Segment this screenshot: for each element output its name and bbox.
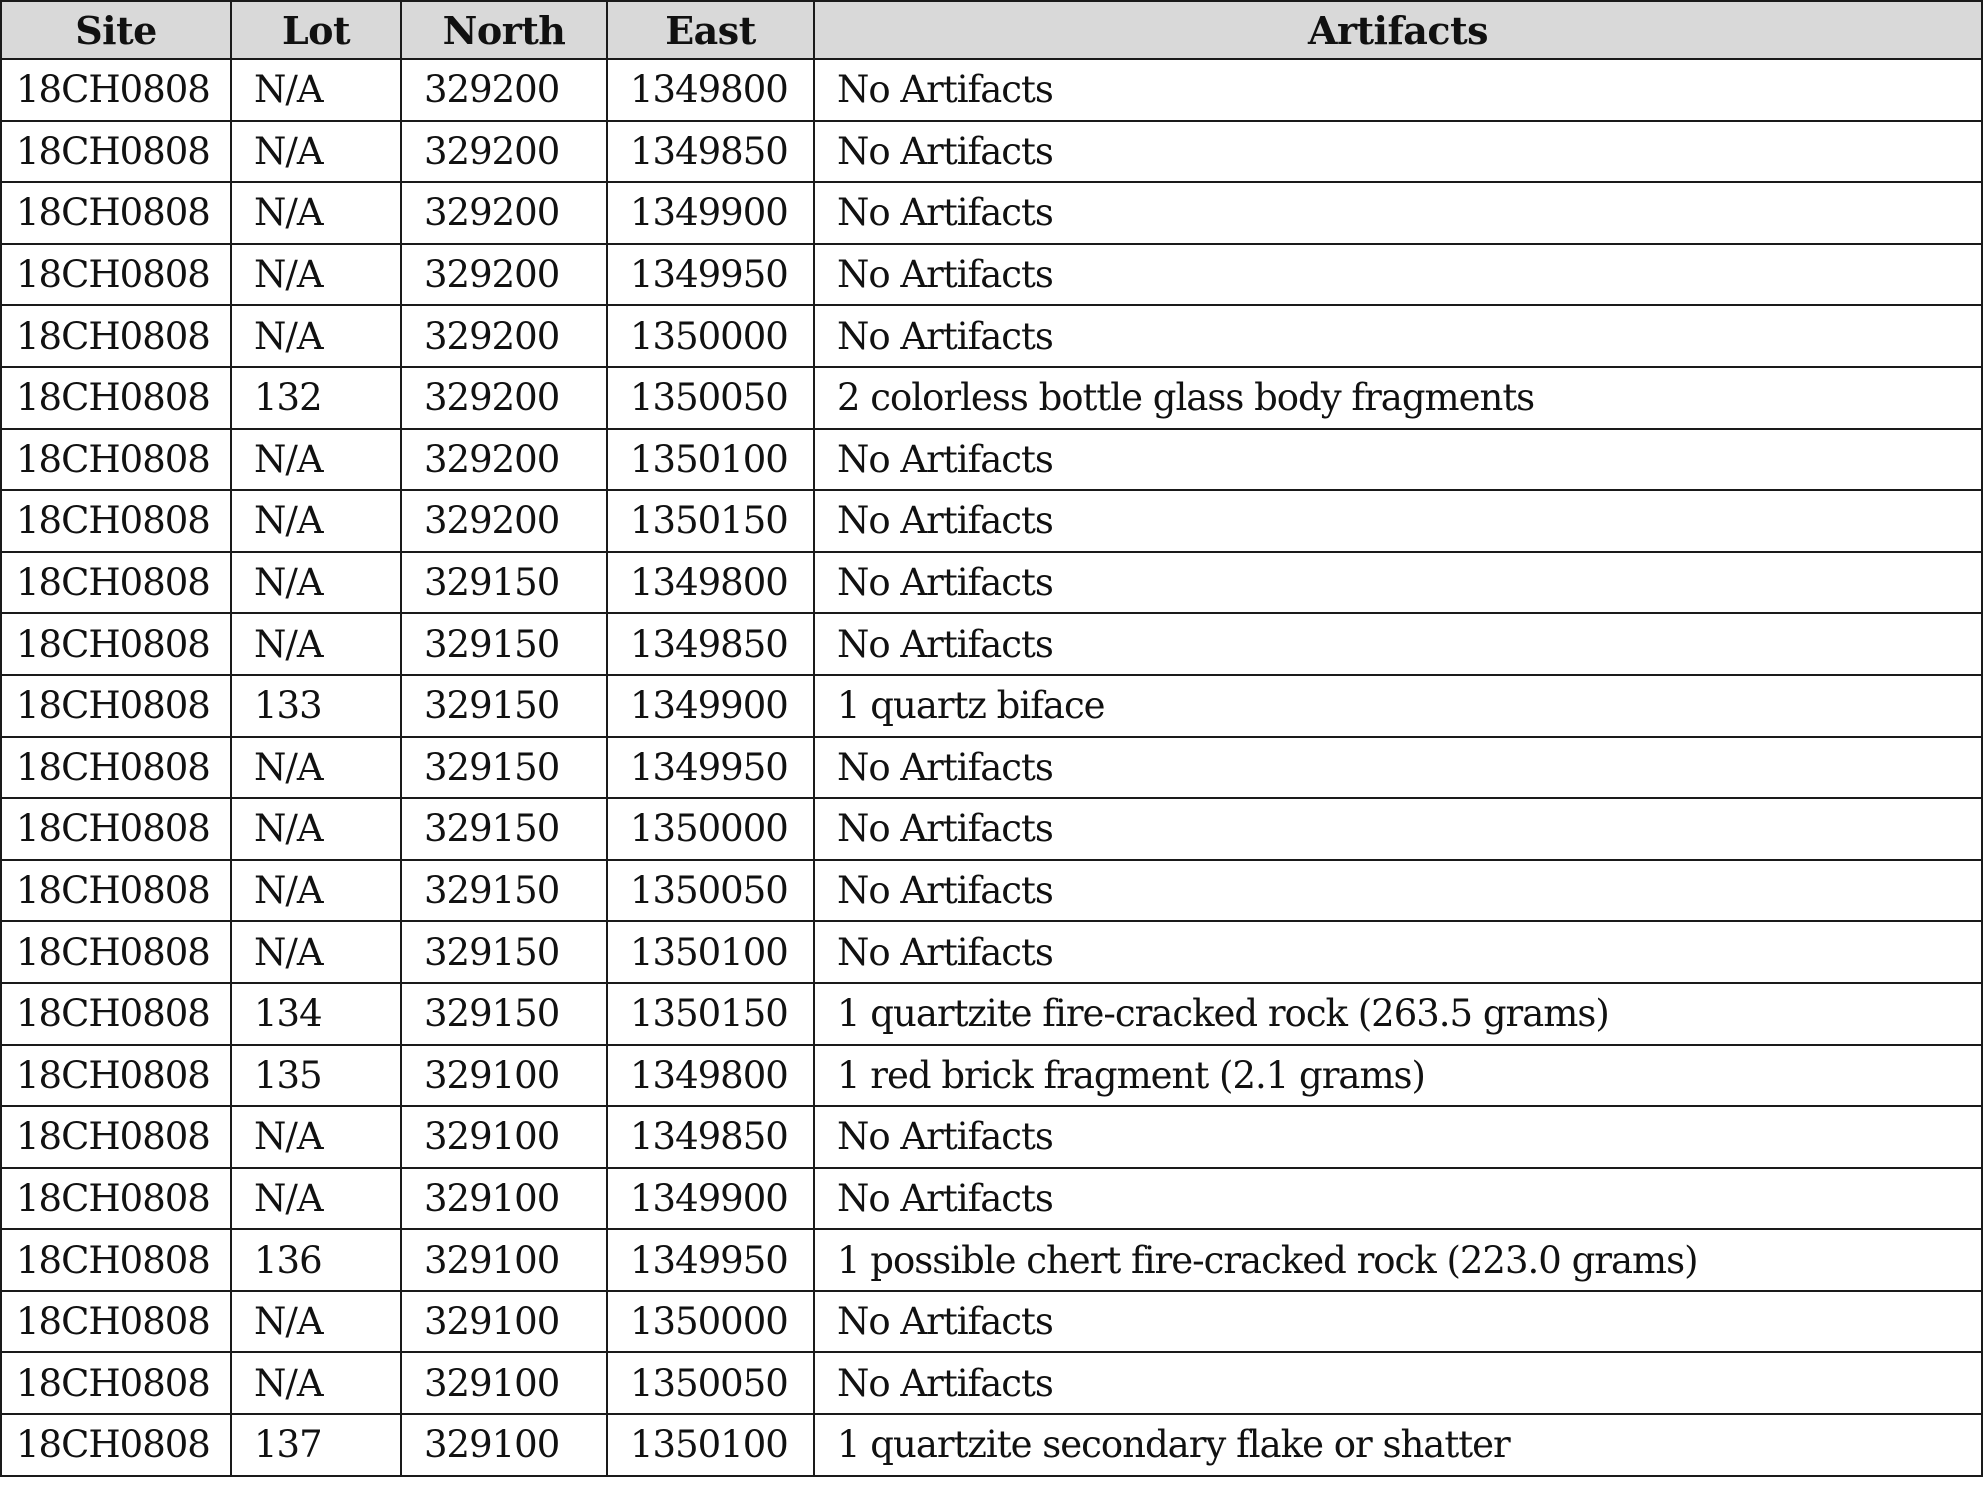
header-artifacts: Artifacts <box>814 1 1982 59</box>
cell-east: 1349800 <box>607 552 814 614</box>
table-row <box>1 1414 1982 1476</box>
cell-east: 1349900 <box>607 1168 814 1230</box>
table-row <box>1 1168 1982 1230</box>
cell-north: 329150 <box>401 860 607 922</box>
cell-site: 18CH0808 <box>1 675 231 737</box>
cell-site: 18CH0808 <box>1 1168 231 1230</box>
cell-east: 1350050 <box>607 1352 814 1414</box>
cell-lot: 134 <box>231 983 401 1045</box>
table-row <box>1 59 1982 121</box>
cell-east: 1350050 <box>607 860 814 922</box>
cell-lot: N/A <box>231 1291 401 1353</box>
cell-east: 1349950 <box>607 737 814 799</box>
cell-north: 329200 <box>401 367 607 429</box>
cell-artifacts: 2 colorless bottle glass body fragments <box>814 367 1982 429</box>
cell-east: 1350100 <box>607 429 814 491</box>
cell-east: 1349850 <box>607 121 814 183</box>
cell-lot: N/A <box>231 860 401 922</box>
cell-site: 18CH0808 <box>1 1045 231 1107</box>
cell-lot: 132 <box>231 367 401 429</box>
cell-north: 329100 <box>401 1168 607 1230</box>
table-row <box>1 490 1982 552</box>
cell-artifacts: No Artifacts <box>814 59 1982 121</box>
cell-site: 18CH0808 <box>1 490 231 552</box>
cell-lot: N/A <box>231 59 401 121</box>
cell-artifacts: No Artifacts <box>814 921 1982 983</box>
table-row <box>1 860 1982 922</box>
header-north: North <box>401 1 607 59</box>
table-row <box>1 552 1982 614</box>
table-row <box>1 1106 1982 1168</box>
header-lot: Lot <box>231 1 401 59</box>
header-row <box>1 1 1982 59</box>
cell-site: 18CH0808 <box>1 552 231 614</box>
cell-north: 329100 <box>401 1106 607 1168</box>
cell-north: 329200 <box>401 244 607 306</box>
cell-site: 18CH0808 <box>1 1229 231 1291</box>
cell-lot: N/A <box>231 490 401 552</box>
cell-artifacts: No Artifacts <box>814 490 1982 552</box>
cell-north: 329100 <box>401 1414 607 1476</box>
cell-north: 329200 <box>401 429 607 491</box>
cell-artifacts: No Artifacts <box>814 552 1982 614</box>
table-row <box>1 182 1982 244</box>
cell-site: 18CH0808 <box>1 798 231 860</box>
cell-lot: N/A <box>231 244 401 306</box>
cell-east: 1349800 <box>607 59 814 121</box>
table-row <box>1 798 1982 860</box>
cell-site: 18CH0808 <box>1 59 231 121</box>
cell-site: 18CH0808 <box>1 367 231 429</box>
cell-artifacts: 1 quartz biface <box>814 675 1982 737</box>
cell-north: 329200 <box>401 182 607 244</box>
cell-north: 329200 <box>401 305 607 367</box>
cell-artifacts: 1 possible chert fire-cracked rock (223.0 grams) <box>814 1229 1982 1291</box>
table-row <box>1 1352 1982 1414</box>
cell-lot: N/A <box>231 1352 401 1414</box>
table-row <box>1 1229 1982 1291</box>
cell-north: 329150 <box>401 921 607 983</box>
cell-artifacts: No Artifacts <box>814 613 1982 675</box>
table-row <box>1 305 1982 367</box>
cell-north: 329150 <box>401 737 607 799</box>
cell-site: 18CH0808 <box>1 121 231 183</box>
cell-lot: 136 <box>231 1229 401 1291</box>
cell-east: 1349800 <box>607 1045 814 1107</box>
table-row <box>1 367 1982 429</box>
cell-lot: N/A <box>231 121 401 183</box>
cell-artifacts: No Artifacts <box>814 121 1982 183</box>
table-row <box>1 244 1982 306</box>
table-row <box>1 613 1982 675</box>
table-row <box>1 983 1982 1045</box>
cell-north: 329150 <box>401 798 607 860</box>
cell-east: 1350100 <box>607 1414 814 1476</box>
cell-north: 329100 <box>401 1291 607 1353</box>
cell-artifacts: No Artifacts <box>814 798 1982 860</box>
cell-site: 18CH0808 <box>1 182 231 244</box>
table-body <box>1 59 1982 1476</box>
cell-north: 329150 <box>401 613 607 675</box>
cell-lot: N/A <box>231 1168 401 1230</box>
cell-north: 329200 <box>401 121 607 183</box>
cell-site: 18CH0808 <box>1 737 231 799</box>
cell-east: 1350050 <box>607 367 814 429</box>
cell-site: 18CH0808 <box>1 429 231 491</box>
cell-lot: 135 <box>231 1045 401 1107</box>
cell-artifacts: 1 red brick fragment (2.1 grams) <box>814 1045 1982 1107</box>
cell-site: 18CH0808 <box>1 983 231 1045</box>
cell-east: 1349850 <box>607 1106 814 1168</box>
cell-east: 1350150 <box>607 490 814 552</box>
cell-artifacts: No Artifacts <box>814 860 1982 922</box>
table-row <box>1 737 1982 799</box>
header-east: East <box>607 1 814 59</box>
cell-artifacts: No Artifacts <box>814 1291 1982 1353</box>
table-row <box>1 121 1982 183</box>
cell-site: 18CH0808 <box>1 1291 231 1353</box>
cell-lot: N/A <box>231 552 401 614</box>
cell-north: 329150 <box>401 983 607 1045</box>
cell-artifacts: No Artifacts <box>814 1168 1982 1230</box>
cell-site: 18CH0808 <box>1 1352 231 1414</box>
cell-east: 1349950 <box>607 244 814 306</box>
cell-lot: N/A <box>231 182 401 244</box>
cell-artifacts: No Artifacts <box>814 1352 1982 1414</box>
cell-artifacts: No Artifacts <box>814 182 1982 244</box>
cell-lot: 137 <box>231 1414 401 1476</box>
cell-east: 1349950 <box>607 1229 814 1291</box>
cell-artifacts: No Artifacts <box>814 244 1982 306</box>
cell-east: 1349850 <box>607 613 814 675</box>
table-header <box>1 1 1982 59</box>
cell-lot: N/A <box>231 921 401 983</box>
cell-north: 329100 <box>401 1229 607 1291</box>
cell-artifacts: 1 quartzite secondary flake or shatter <box>814 1414 1982 1476</box>
cell-east: 1350100 <box>607 921 814 983</box>
table-row <box>1 921 1982 983</box>
cell-artifacts: 1 quartzite fire-cracked rock (263.5 grams) <box>814 983 1982 1045</box>
cell-north: 329100 <box>401 1352 607 1414</box>
cell-lot: N/A <box>231 613 401 675</box>
cell-site: 18CH0808 <box>1 613 231 675</box>
table-row <box>1 429 1982 491</box>
cell-east: 1350000 <box>607 305 814 367</box>
cell-site: 18CH0808 <box>1 921 231 983</box>
cell-lot: N/A <box>231 429 401 491</box>
cell-north: 329200 <box>401 490 607 552</box>
cell-north: 329200 <box>401 59 607 121</box>
cell-north: 329100 <box>401 1045 607 1107</box>
cell-site: 18CH0808 <box>1 305 231 367</box>
cell-site: 18CH0808 <box>1 1414 231 1476</box>
cell-east: 1350000 <box>607 798 814 860</box>
cell-site: 18CH0808 <box>1 1106 231 1168</box>
table-row <box>1 1045 1982 1107</box>
table-row <box>1 675 1982 737</box>
cell-east: 1349900 <box>607 675 814 737</box>
cell-artifacts: No Artifacts <box>814 1106 1982 1168</box>
cell-artifacts: No Artifacts <box>814 429 1982 491</box>
cell-lot: N/A <box>231 1106 401 1168</box>
cell-north: 329150 <box>401 552 607 614</box>
cell-north: 329150 <box>401 675 607 737</box>
table-row <box>1 1291 1982 1353</box>
cell-east: 1349900 <box>607 182 814 244</box>
cell-artifacts: No Artifacts <box>814 737 1982 799</box>
cell-site: 18CH0808 <box>1 244 231 306</box>
cell-lot: N/A <box>231 305 401 367</box>
cell-site: 18CH0808 <box>1 860 231 922</box>
cell-lot: N/A <box>231 798 401 860</box>
cell-lot: N/A <box>231 737 401 799</box>
cell-lot: 133 <box>231 675 401 737</box>
header-site: Site <box>1 1 231 59</box>
cell-artifacts: No Artifacts <box>814 305 1982 367</box>
cell-east: 1350150 <box>607 983 814 1045</box>
cell-east: 1350000 <box>607 1291 814 1353</box>
